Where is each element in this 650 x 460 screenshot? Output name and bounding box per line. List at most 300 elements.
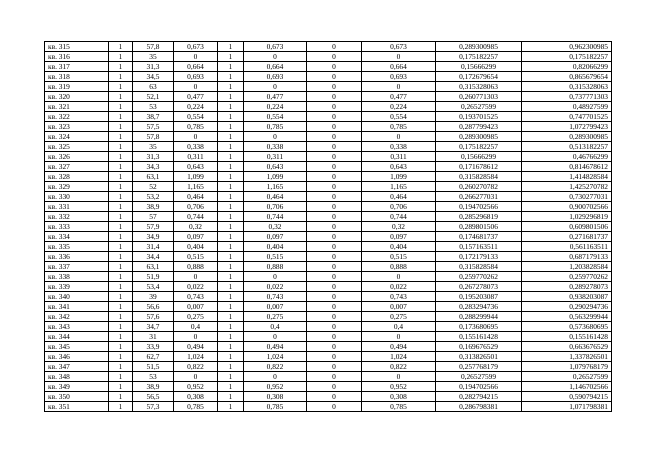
zero-cell: 0 (307, 252, 362, 262)
share-cell: 0,259770262 (436, 272, 522, 282)
apartment-cell: кв. 348 (45, 372, 109, 382)
table-row (45, 222, 612, 232)
coef-cell: 1 (218, 372, 244, 382)
table-row (45, 332, 612, 342)
value-b-cell: 0,464 (244, 192, 307, 202)
table-row (45, 132, 612, 142)
total-cell: 1,203828584 (522, 262, 612, 272)
share-cell: 0,315828584 (436, 262, 522, 272)
count-cell: 1 (109, 212, 133, 222)
value-a-cell: 0,785 (174, 402, 218, 412)
value-a-cell: 0,643 (174, 162, 218, 172)
share-cell: 0,194702566 (436, 202, 522, 212)
area-cell: 57,8 (133, 42, 174, 52)
table-row (45, 392, 612, 402)
coef-cell: 1 (218, 72, 244, 82)
table-row (45, 152, 612, 162)
coef-cell: 1 (218, 182, 244, 192)
apartment-cell: кв. 335 (45, 242, 109, 252)
share-cell: 0,26527599 (436, 372, 522, 382)
coef-cell: 1 (218, 62, 244, 72)
zero-cell: 0 (307, 362, 362, 372)
value-b-cell: 0,785 (244, 402, 307, 412)
area-cell: 39 (133, 292, 174, 302)
value-b-cell: 0 (244, 332, 307, 342)
area-cell: 57,3 (133, 402, 174, 412)
value-b-cell: 0 (244, 372, 307, 382)
apartment-cell: кв. 346 (45, 352, 109, 362)
zero-cell: 0 (307, 282, 362, 292)
value-b-cell: 0,404 (244, 242, 307, 252)
zero-cell: 0 (307, 352, 362, 362)
area-cell: 35 (133, 52, 174, 62)
zero-cell: 0 (307, 142, 362, 152)
value-a-cell: 0,32 (174, 222, 218, 232)
value-a-cell: 0 (174, 272, 218, 282)
zero-cell: 0 (307, 242, 362, 252)
total-cell: 1,079768179 (522, 362, 612, 372)
count-cell: 1 (109, 162, 133, 172)
count-cell: 1 (109, 322, 133, 332)
value-a-cell: 0,743 (174, 292, 218, 302)
value-a-cell: 0,404 (174, 242, 218, 252)
value-b-cell: 0,744 (244, 212, 307, 222)
table-row (45, 112, 612, 122)
value-c-cell: 0,464 (362, 192, 436, 202)
total-cell: 1,425270782 (522, 182, 612, 192)
share-cell: 0,266277031 (436, 192, 522, 202)
apartment-cell: кв. 316 (45, 52, 109, 62)
zero-cell: 0 (307, 132, 362, 142)
apartment-cell: кв. 319 (45, 82, 109, 92)
share-cell: 0,193701525 (436, 112, 522, 122)
value-a-cell: 0,4 (174, 322, 218, 332)
share-cell: 0,315828584 (436, 172, 522, 182)
table-row (45, 242, 612, 252)
apartment-cell: кв. 338 (45, 272, 109, 282)
value-b-cell: 0,275 (244, 312, 307, 322)
total-cell: 0,962300985 (522, 42, 612, 52)
value-a-cell: 0,706 (174, 202, 218, 212)
value-a-cell: 0,338 (174, 142, 218, 152)
table-row (45, 352, 612, 362)
apartment-cell: кв. 343 (45, 322, 109, 332)
share-cell: 0,288299944 (436, 312, 522, 322)
total-cell: 0,737771303 (522, 92, 612, 102)
apartment-cell: кв. 332 (45, 212, 109, 222)
zero-cell: 0 (307, 52, 362, 62)
apartment-cell: кв. 321 (45, 102, 109, 112)
count-cell: 1 (109, 222, 133, 232)
value-b-cell: 0,664 (244, 62, 307, 72)
table-row (45, 252, 612, 262)
zero-cell: 0 (307, 262, 362, 272)
zero-cell: 0 (307, 302, 362, 312)
table-row (45, 162, 612, 172)
share-cell: 0,172179133 (436, 252, 522, 262)
count-cell: 1 (109, 382, 133, 392)
count-cell: 1 (109, 62, 133, 72)
area-cell: 34,4 (133, 252, 174, 262)
value-a-cell: 0,224 (174, 102, 218, 112)
total-cell: 1,071798381 (522, 402, 612, 412)
value-c-cell: 0,888 (362, 262, 436, 272)
value-a-cell: 0 (174, 372, 218, 382)
apartment-cell: кв. 350 (45, 392, 109, 402)
share-cell: 0,26527599 (436, 102, 522, 112)
value-b-cell: 0 (244, 272, 307, 282)
apartment-cell: кв. 318 (45, 72, 109, 82)
total-cell: 0,865679654 (522, 72, 612, 82)
share-cell: 0,283294736 (436, 302, 522, 312)
count-cell: 1 (109, 372, 133, 382)
apartment-cell: кв. 327 (45, 162, 109, 172)
coef-cell: 1 (218, 282, 244, 292)
area-cell: 31,3 (133, 152, 174, 162)
count-cell: 1 (109, 342, 133, 352)
table-row (45, 142, 612, 152)
zero-cell: 0 (307, 42, 362, 52)
value-b-cell: 0,494 (244, 342, 307, 352)
value-c-cell: 0,275 (362, 312, 436, 322)
apartment-cell: кв. 329 (45, 182, 109, 192)
count-cell: 1 (109, 242, 133, 252)
area-cell: 56,6 (133, 302, 174, 312)
total-cell: 0,663676529 (522, 342, 612, 352)
total-cell: 0,271681737 (522, 232, 612, 242)
count-cell: 1 (109, 292, 133, 302)
value-c-cell: 0,4 (362, 322, 436, 332)
table-row (45, 292, 612, 302)
zero-cell: 0 (307, 212, 362, 222)
value-b-cell: 1,165 (244, 182, 307, 192)
coef-cell: 1 (218, 402, 244, 412)
value-c-cell: 1,024 (362, 352, 436, 362)
value-a-cell: 0 (174, 132, 218, 142)
share-cell: 0,257768179 (436, 362, 522, 372)
count-cell: 1 (109, 262, 133, 272)
area-cell: 53,4 (133, 282, 174, 292)
apartment-cell: кв. 344 (45, 332, 109, 342)
area-cell: 52,1 (133, 92, 174, 102)
table-row (45, 312, 612, 322)
total-cell: 0,563299944 (522, 312, 612, 322)
zero-cell: 0 (307, 152, 362, 162)
area-cell: 33,9 (133, 342, 174, 352)
table-row (45, 272, 612, 282)
value-c-cell: 0,311 (362, 152, 436, 162)
zero-cell: 0 (307, 172, 362, 182)
share-cell: 0,313826501 (436, 352, 522, 362)
apartment-cell: кв. 334 (45, 232, 109, 242)
count-cell: 1 (109, 102, 133, 112)
total-cell: 0,814678612 (522, 162, 612, 172)
table-row (45, 362, 612, 372)
value-b-cell: 0,338 (244, 142, 307, 152)
value-b-cell: 0,743 (244, 292, 307, 302)
share-cell: 0,285296819 (436, 212, 522, 222)
value-b-cell: 0,097 (244, 232, 307, 242)
count-cell: 1 (109, 402, 133, 412)
zero-cell: 0 (307, 392, 362, 402)
value-c-cell: 0,477 (362, 92, 436, 102)
apartment-cell: кв. 340 (45, 292, 109, 302)
coef-cell: 1 (218, 292, 244, 302)
share-cell: 0,155161428 (436, 332, 522, 342)
apartment-cell: кв. 331 (45, 202, 109, 212)
coef-cell: 1 (218, 252, 244, 262)
area-cell: 63,1 (133, 172, 174, 182)
coef-cell: 1 (218, 232, 244, 242)
area-cell: 53,2 (133, 192, 174, 202)
apartment-cell: кв. 347 (45, 362, 109, 372)
value-a-cell: 0,311 (174, 152, 218, 162)
apartment-cell: кв. 345 (45, 342, 109, 352)
table-row (45, 282, 612, 292)
value-b-cell: 0,007 (244, 302, 307, 312)
share-cell: 0,15666299 (436, 62, 522, 72)
total-cell: 0,259770262 (522, 272, 612, 282)
share-cell: 0,175182257 (436, 142, 522, 152)
share-cell: 0,260270782 (436, 182, 522, 192)
area-cell: 31,3 (133, 62, 174, 72)
total-cell: 0,730277031 (522, 192, 612, 202)
coef-cell: 1 (218, 272, 244, 282)
value-b-cell: 0,643 (244, 162, 307, 172)
share-cell: 0,287799423 (436, 122, 522, 132)
count-cell: 1 (109, 112, 133, 122)
area-cell: 38,7 (133, 112, 174, 122)
area-cell: 35 (133, 142, 174, 152)
coef-cell: 1 (218, 172, 244, 182)
total-cell: 0,290294736 (522, 302, 612, 312)
count-cell: 1 (109, 252, 133, 262)
zero-cell: 0 (307, 312, 362, 322)
coef-cell: 1 (218, 342, 244, 352)
value-a-cell: 0,477 (174, 92, 218, 102)
value-a-cell: 0,673 (174, 42, 218, 52)
zero-cell: 0 (307, 72, 362, 82)
apartment-cell: кв. 336 (45, 252, 109, 262)
value-c-cell: 0,785 (362, 122, 436, 132)
count-cell: 1 (109, 52, 133, 62)
zero-cell: 0 (307, 202, 362, 212)
area-cell: 53 (133, 102, 174, 112)
total-cell: 0,573680695 (522, 322, 612, 332)
coef-cell: 1 (218, 92, 244, 102)
table-row (45, 172, 612, 182)
count-cell: 1 (109, 362, 133, 372)
total-cell: 0,747701525 (522, 112, 612, 122)
zero-cell: 0 (307, 232, 362, 242)
value-b-cell: 0,554 (244, 112, 307, 122)
value-c-cell: 0 (362, 372, 436, 382)
table-row (45, 62, 612, 72)
value-a-cell: 1,165 (174, 182, 218, 192)
coef-cell: 1 (218, 312, 244, 322)
table-body (45, 42, 612, 412)
area-cell: 53 (133, 372, 174, 382)
apartment-cell: кв. 322 (45, 112, 109, 122)
count-cell: 1 (109, 132, 133, 142)
area-cell: 57,8 (133, 132, 174, 142)
coef-cell: 1 (218, 302, 244, 312)
value-c-cell: 0,643 (362, 162, 436, 172)
value-b-cell: 1,099 (244, 172, 307, 182)
value-c-cell: 1,099 (362, 172, 436, 182)
count-cell: 1 (109, 272, 133, 282)
count-cell: 1 (109, 182, 133, 192)
count-cell: 1 (109, 82, 133, 92)
coef-cell: 1 (218, 212, 244, 222)
table-row (45, 192, 612, 202)
area-cell: 31 (133, 332, 174, 342)
value-a-cell: 0,022 (174, 282, 218, 292)
share-cell: 0,286798381 (436, 402, 522, 412)
share-cell: 0,173680695 (436, 322, 522, 332)
area-cell: 62,7 (133, 352, 174, 362)
share-cell: 0,175182257 (436, 52, 522, 62)
apartment-cell: кв. 315 (45, 42, 109, 52)
value-c-cell: 0,706 (362, 202, 436, 212)
share-cell: 0,260771303 (436, 92, 522, 102)
value-a-cell: 0,494 (174, 342, 218, 352)
share-cell: 0,15666299 (436, 152, 522, 162)
table-row (45, 102, 612, 112)
value-c-cell: 0,32 (362, 222, 436, 232)
value-a-cell: 1,099 (174, 172, 218, 182)
zero-cell: 0 (307, 342, 362, 352)
area-cell: 57,6 (133, 312, 174, 322)
apartment-cell: кв. 323 (45, 122, 109, 132)
value-c-cell: 0,308 (362, 392, 436, 402)
value-c-cell: 0,494 (362, 342, 436, 352)
coef-cell: 1 (218, 202, 244, 212)
total-cell: 1,029296819 (522, 212, 612, 222)
value-a-cell: 0,554 (174, 112, 218, 122)
zero-cell: 0 (307, 162, 362, 172)
zero-cell: 0 (307, 292, 362, 302)
value-b-cell: 1,024 (244, 352, 307, 362)
value-c-cell: 0,224 (362, 102, 436, 112)
value-b-cell: 0,224 (244, 102, 307, 112)
value-b-cell: 0,673 (244, 42, 307, 52)
total-cell: 0,82066299 (522, 62, 612, 72)
value-c-cell: 0 (362, 82, 436, 92)
value-c-cell: 0 (362, 332, 436, 342)
value-a-cell: 0,744 (174, 212, 218, 222)
coef-cell: 1 (218, 152, 244, 162)
coef-cell: 1 (218, 42, 244, 52)
total-cell: 0,900702566 (522, 202, 612, 212)
value-c-cell: 0,007 (362, 302, 436, 312)
zero-cell: 0 (307, 192, 362, 202)
table-row (45, 72, 612, 82)
area-cell: 34,9 (133, 232, 174, 242)
table-row (45, 92, 612, 102)
total-cell: 1,414828584 (522, 172, 612, 182)
value-b-cell: 0,4 (244, 322, 307, 332)
coef-cell: 1 (218, 112, 244, 122)
value-c-cell: 0,515 (362, 252, 436, 262)
share-cell: 0,172679654 (436, 72, 522, 82)
total-cell: 0,938203087 (522, 292, 612, 302)
value-b-cell: 0,022 (244, 282, 307, 292)
table-row (45, 322, 612, 332)
area-cell: 38,9 (133, 202, 174, 212)
coef-cell: 1 (218, 142, 244, 152)
value-b-cell: 0,515 (244, 252, 307, 262)
value-a-cell: 0,007 (174, 302, 218, 312)
coef-cell: 1 (218, 192, 244, 202)
count-cell: 1 (109, 352, 133, 362)
apartment-cell: кв. 328 (45, 172, 109, 182)
share-cell: 0,282794215 (436, 392, 522, 402)
table-row (45, 182, 612, 192)
share-cell: 0,289300985 (436, 132, 522, 142)
value-a-cell: 0,664 (174, 62, 218, 72)
count-cell: 1 (109, 122, 133, 132)
share-cell: 0,171678612 (436, 162, 522, 172)
count-cell: 1 (109, 72, 133, 82)
value-a-cell: 0,693 (174, 72, 218, 82)
value-b-cell: 0,785 (244, 122, 307, 132)
table-row (45, 52, 612, 62)
value-b-cell: 0,706 (244, 202, 307, 212)
area-cell: 63,1 (133, 262, 174, 272)
value-c-cell: 0 (362, 132, 436, 142)
coef-cell: 1 (218, 122, 244, 132)
table-row (45, 382, 612, 392)
count-cell: 1 (109, 42, 133, 52)
zero-cell: 0 (307, 92, 362, 102)
coef-cell: 1 (218, 332, 244, 342)
value-a-cell: 0,275 (174, 312, 218, 322)
apartment-cell: кв. 341 (45, 302, 109, 312)
zero-cell: 0 (307, 182, 362, 192)
total-cell: 0,155161428 (522, 332, 612, 342)
table-row (45, 342, 612, 352)
value-c-cell: 0 (362, 272, 436, 282)
table-row (45, 372, 612, 382)
zero-cell: 0 (307, 62, 362, 72)
apartment-cell: кв. 333 (45, 222, 109, 232)
coef-cell: 1 (218, 242, 244, 252)
total-cell: 0,609801506 (522, 222, 612, 232)
apartment-cell: кв. 349 (45, 382, 109, 392)
value-c-cell: 0,664 (362, 62, 436, 72)
area-cell: 57,5 (133, 122, 174, 132)
value-a-cell: 0,888 (174, 262, 218, 272)
value-c-cell: 0,554 (362, 112, 436, 122)
zero-cell: 0 (307, 82, 362, 92)
value-a-cell: 0 (174, 52, 218, 62)
total-cell: 1,337826501 (522, 352, 612, 362)
value-b-cell: 0,822 (244, 362, 307, 372)
value-b-cell: 0 (244, 82, 307, 92)
zero-cell: 0 (307, 382, 362, 392)
apartment-cell: кв. 330 (45, 192, 109, 202)
table-row (45, 42, 612, 52)
area-cell: 63 (133, 82, 174, 92)
count-cell: 1 (109, 152, 133, 162)
share-cell: 0,194702566 (436, 382, 522, 392)
zero-cell: 0 (307, 122, 362, 132)
coef-cell: 1 (218, 362, 244, 372)
value-c-cell: 0,404 (362, 242, 436, 252)
value-c-cell: 0,822 (362, 362, 436, 372)
value-c-cell: 0 (362, 52, 436, 62)
